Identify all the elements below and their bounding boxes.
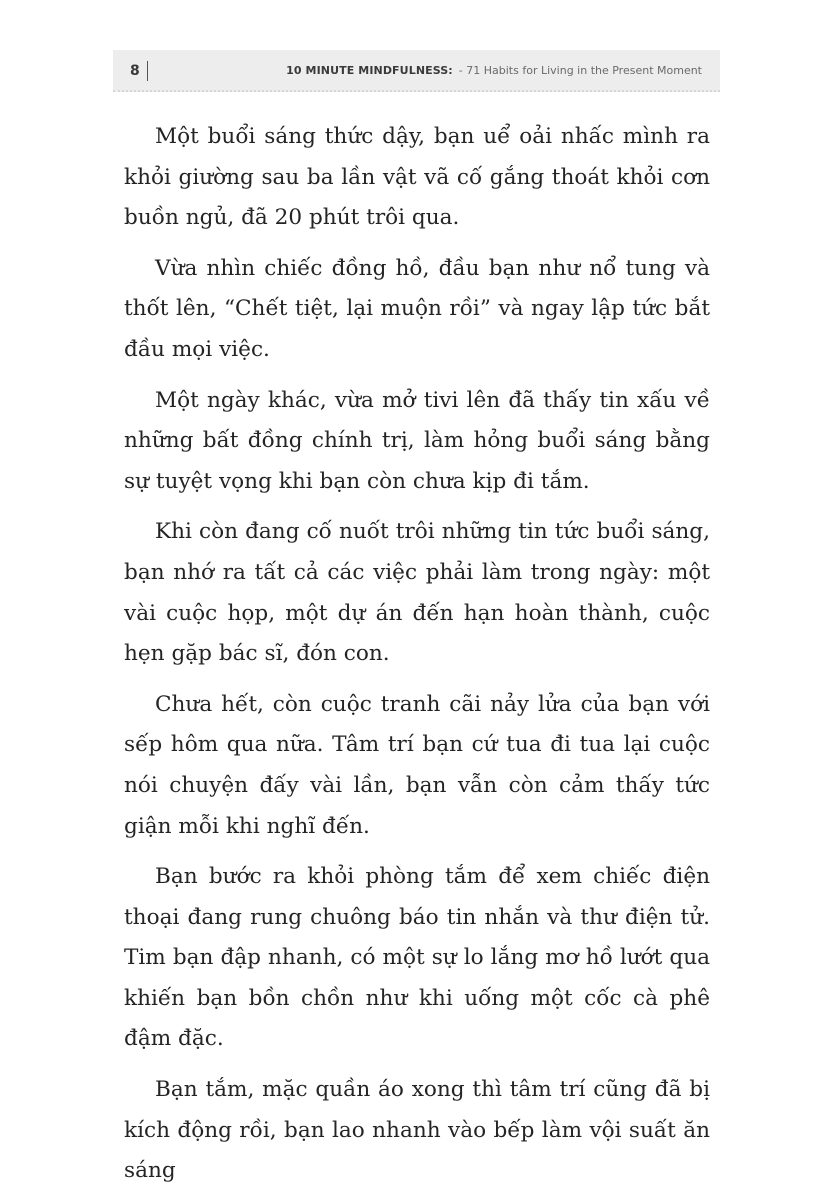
running-header — [113, 50, 720, 92]
paragraph: Chưa hết, còn cuộc tranh cãi nảy lửa của bạn với sếp hôm qua nữa. Tâm trí bạn cứ tua đi tua lại cuộc nói chuyện đấy vài lần, bạn vẫn còn cảm thấy tức giận mỗi khi nghĩ đến. — [124, 691, 710, 839]
book-title: 10 MINUTE MINDFULNESS: — [286, 64, 453, 77]
paragraph: Một buổi sáng thức dậy, bạn uể oải nhấc mình ra khỏi giường sau ba lần vật vã cố gắng thoát khỏi cơn buồn ngủ, đã 20 phút trôi qua. — [124, 124, 710, 231]
body-text — [124, 117, 710, 1202]
header-divider — [147, 61, 148, 81]
paragraph: Bạn tắm, mặc quần áo xong thì tâm trí cũng đã bị kích động rồi, bạn lao nhanh vào bếp làm vội suất ăn sáng — [124, 1077, 710, 1184]
running-head — [286, 63, 702, 79]
paragraph: Một ngày khác, vừa mở tivi lên đã thấy tin xấu về những bất đồng chính trị, làm hỏng buổi sáng bằng sự tuyệt vọng khi bạn còn chưa kịp đi tắm. — [124, 387, 710, 494]
paragraph: Khi còn đang cố nuốt trôi những tin tức buổi sáng, bạn nhớ ra tất cả các việc phải làm trong ngày: một vài cuộc họp, một dự án đến hạn hoàn thành, cuộc hẹn gặp bác sĩ, đón con. — [124, 519, 710, 667]
book-subtitle: - 71 Habits for Living in the Present Moment — [458, 64, 702, 77]
paragraph: Bạn bước ra khỏi phòng tắm để xem chiếc điện thoại đang rung chuông báo tin nhắn và thư điện tử. Tim bạn đập nhanh, có một sự lo lắng mơ hồ lướt qua khiến bạn bồn chồn như khi uống một cốc cà phê đậm đặc. — [124, 864, 710, 1052]
paragraph: Vừa nhìn chiếc đồng hồ, đầu bạn như nổ tung và thốt lên, “Chết tiệt, lại muộn rồi” và ngay lập tức bắt đầu mọi việc. — [124, 255, 710, 362]
page-number: 8 — [130, 63, 140, 79]
